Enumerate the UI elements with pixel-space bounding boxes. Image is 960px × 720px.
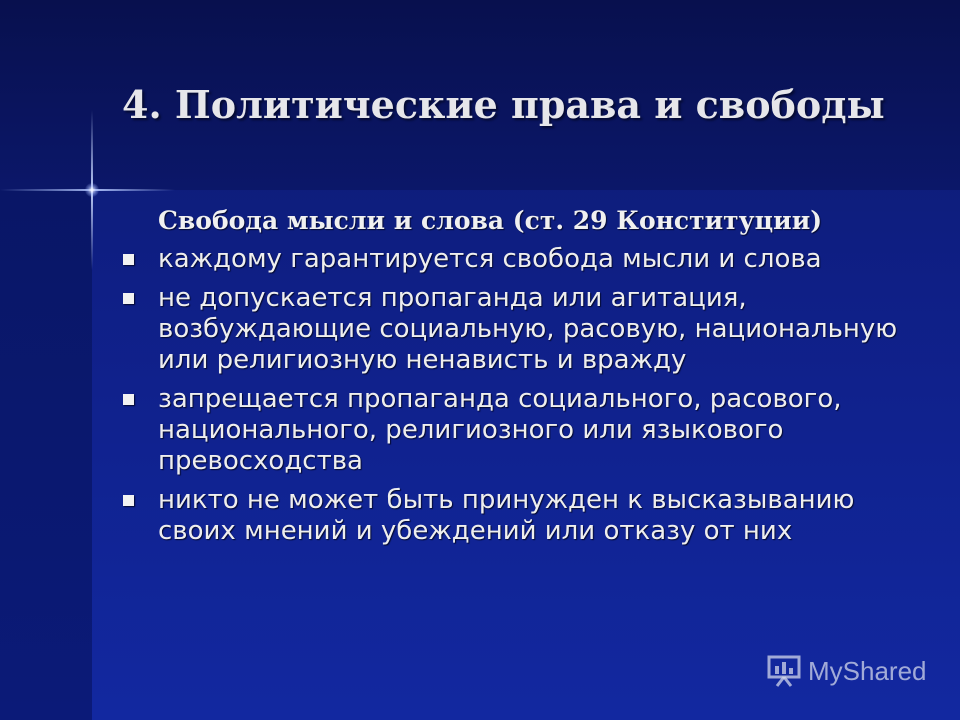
bullet-item [120,283,920,376]
bullet-list [120,244,920,547]
bullet-text: запрещается пропаганда социального, расового, национального, религиозного или языкового превосходства [158,384,842,476]
slide-subheading: Свобода мысли и слова (ст. 29 Конституции) [158,206,823,235]
slide-title: 4. Политические права и свободы [122,82,885,127]
presentation-board-icon [766,654,802,688]
bullet-item [120,485,920,547]
square-bullet-icon [123,495,134,506]
sparkle-star-icon [85,183,99,197]
bullet-text: каждому гарантируется свобода мысли и слова [158,244,822,274]
bullet-text: никто не может быть принужден к высказыванию своих мнений и убеждений или отказу от них [158,485,855,546]
bullet-item [120,384,920,477]
watermark-text: MyShared [808,655,927,686]
bullet-text: не допускается пропаганда или агитация, возбуждающие социальную, расовую, национальную или религиозную ненависть и вражду [158,283,898,375]
square-bullet-icon [123,254,134,265]
square-bullet-icon [123,394,134,405]
slide-content [120,205,920,555]
myshared-watermark [766,654,927,688]
bullet-item [120,244,920,275]
square-bullet-icon [123,293,134,304]
